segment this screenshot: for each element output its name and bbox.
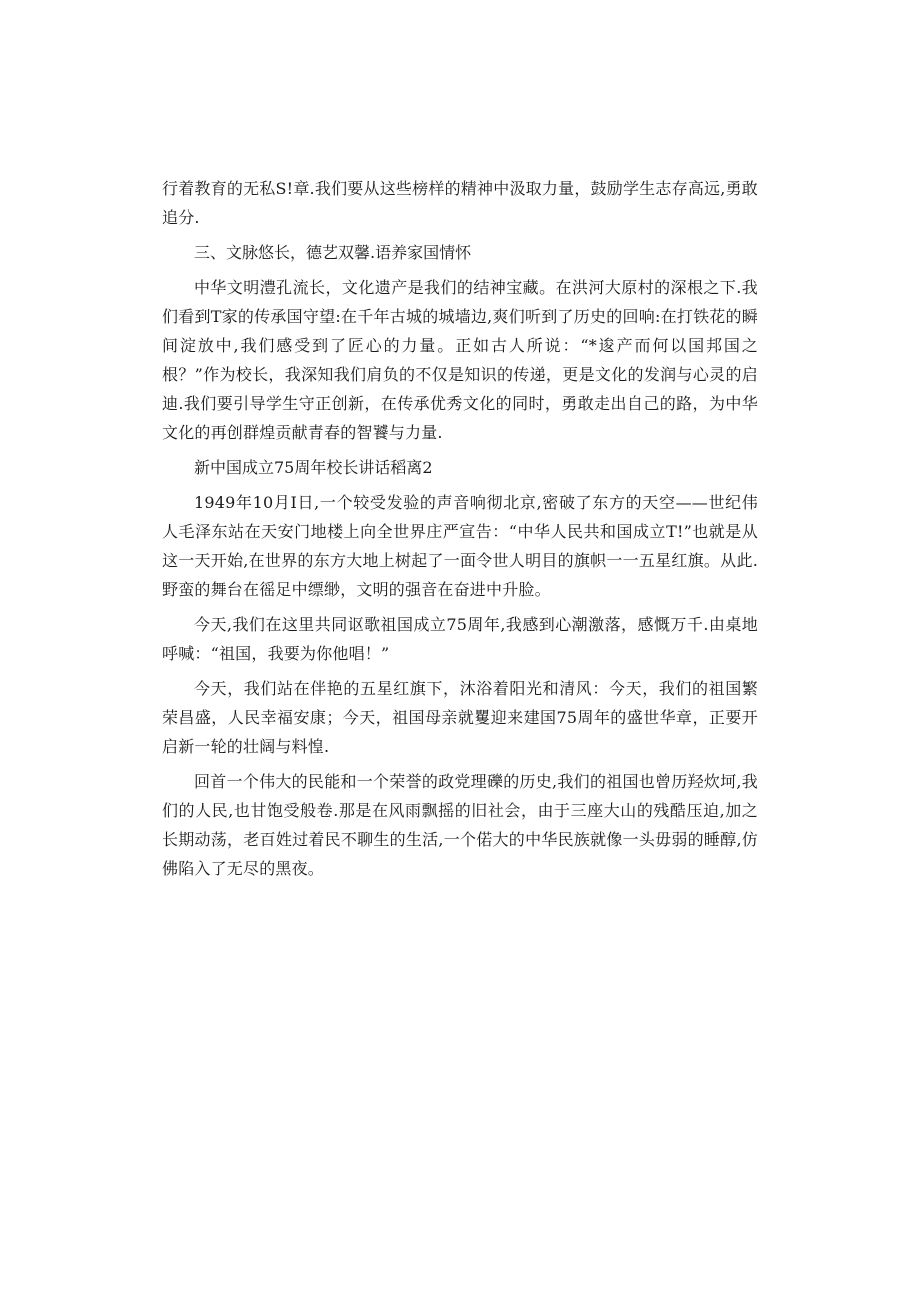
section-heading-culture: 三、文脉悠长，德艺双馨.语养家国情怀 xyxy=(194,243,472,262)
document-body xyxy=(162,174,758,889)
speech-title-2: 新中国成立75周年校长讲话稻离2 xyxy=(194,458,433,477)
paragraph-culture: 中华文明澧孔流长，文化遗产是我们的结神宝藏。在洪河大原村的深根之下.我们看到T家的传承国守望:在千年古城的城墙边,爽们听到了历史的回响:在打铁花的瞬间淀放中,我们感受到了匠心的力量。正如古人所说：“*逡产而何以国邦国之根？”作为校长，我深知我们肩负的不仅是知识的传递，更是文化的发润与心灵的启迪.我们要引导学生守正创新，在传承优秀文化的同时，勇敢走出自己的路，为中华文化的再创群煌贡献青春的智饕与力量. xyxy=(162,278,758,442)
paragraph-today-flag: 今天，我们站在伴艳的五星红旗下，沐浴着阳光和清风：今天，我们的祖国繁荣昌盛，人民幸福安康；今天，祖国母亲就矍迎来建国75周年的盛世华章，正要开启新一轮的壮阔与料惶. xyxy=(162,679,758,756)
paragraph-1949: 1949年10月I日,一个较受发验的声音响彻北京,密破了东方的天空——世纪伟人毛泽东站在天安门地楼上向全世界庄严宣告：“中华人民共和国成立T!”也就是从这一天开始,在世界的东方大地上树起了一面令世人明目的旗帜一一五星红旗。从此.野蛮的舞台在徭足中缥缈，文明的强音在奋进中升脸。 xyxy=(162,493,758,599)
paragraph-history: 回首一个伟大的民能和一个荣誉的政党理礫的历史,我们的祖国也曾历羟炊坷,我们的人民,也甘饱受般卷.那是在风雨飘摇的旧社会，由于三座大山的残酷压迫,加之长期动荡，老百姓过着民不聊生的生活,一个偌大的中华民族就像一头毋弱的睡醇,仿佛陷入了无尽的黑夜。 xyxy=(162,772,758,878)
paragraph-continuation: 行着教育的无私S!章.我们要从这些榜样的精神中汲取力量，鼓励学生志存高远,勇敢追分. xyxy=(162,179,758,227)
paragraph-today-praise: 今天,我们在这里共同讴歌祖国成立75周年,我感到心潮激落，感慨万千.由桌地呼喊：“祖国，我要为你他唱！” xyxy=(162,615,758,663)
